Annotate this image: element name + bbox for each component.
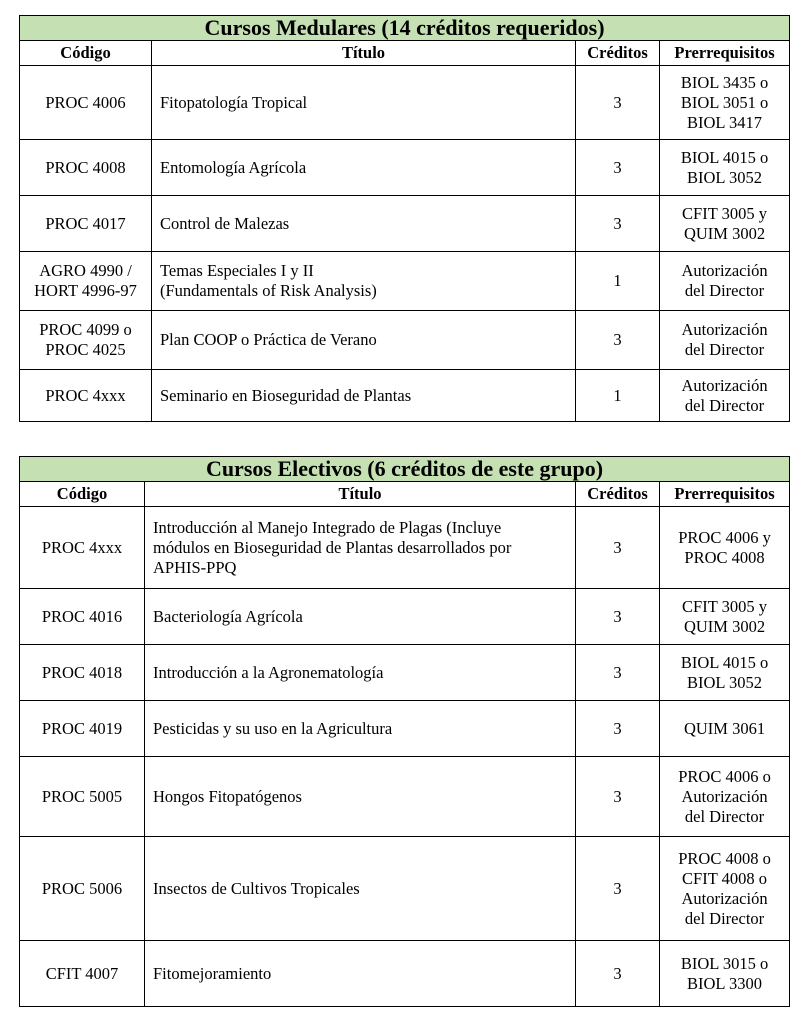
course-title-line: Insectos de Cultivos Tropicales [153,878,360,898]
course-credits: 3 [576,196,660,252]
table-row [20,645,790,701]
course-code [20,507,145,589]
course-code-line: CFIT 4007 [45,963,119,983]
course-code-line: PROC 4006 [45,92,126,112]
course-code-line: PROC 4xxx [45,385,126,405]
course-credits: 3 [576,837,660,941]
course-prereq [660,370,790,422]
course-prereq [660,837,790,941]
course-title [145,757,576,837]
course-code [20,370,152,422]
course-title-line: Bacteriología Agrícola [153,606,303,626]
table-row [20,589,790,645]
table-row [20,837,790,941]
course-title [145,941,576,1007]
course-prereq-line: BIOL 3300 [687,973,763,993]
table-row [20,757,790,837]
course-prereq-line: BIOL 3015 o [680,953,769,973]
course-credits: 3 [576,589,660,645]
course-title-line: módulos en Bioseguridad de Plantas desarrollados por [153,537,512,557]
table-row [20,311,790,370]
core-courses-table [19,15,790,422]
course-credits: 3 [576,140,660,196]
course-title-line: (Fundamentals of Risk Analysis) [160,281,377,300]
course-title [152,252,576,311]
course-credits: 3 [576,701,660,757]
column-header-title: Título [145,482,576,507]
course-prereq-line: PROC 4006 o [678,766,771,786]
course-title-line: Hongos Fitopatógenos [153,786,302,806]
course-title-line: APHIS-PPQ [153,557,237,577]
course-prereq-line: BIOL 3052 [687,672,763,692]
course-prereq [660,701,790,757]
course-code-line: PROC 5006 [41,878,123,898]
column-header-prereq: Prerrequisitos [660,41,790,66]
course-prereq-line: Autorización [681,261,768,280]
course-code [20,196,152,252]
course-prereq [660,140,790,196]
table-row [20,370,790,422]
course-code-line: PROC 4018 [41,662,123,682]
elective-courses-table [19,456,790,1007]
course-code [20,311,152,370]
course-prereq-line: Autorización [681,375,768,395]
course-credits: 1 [576,370,660,422]
course-title [152,196,576,252]
course-title-line: Pesticidas y su uso en la Agricultura [153,718,393,738]
course-credits: 3 [576,645,660,701]
course-credits: 3 [576,507,660,589]
course-code [20,757,145,837]
course-title [152,311,576,370]
course-title [145,837,576,941]
course-prereq-line: CFIT 3005 y [682,596,767,616]
course-prereq-line: QUIM 3002 [683,616,766,636]
column-header-credits: Créditos [576,482,660,507]
course-code [20,645,145,701]
course-title-line: Fitopatología Tropical [160,92,308,112]
course-title-line: Fitomejoramiento [153,963,272,983]
course-prereq-line: del Director [684,806,765,826]
course-title [152,66,576,140]
course-title-line: Temas Especiales I y II [160,261,314,280]
course-credits: 1 [576,252,660,311]
course-prereq-line: CFIT 3005 y [682,203,767,223]
course-prereq-line: CFIT 4008 o [682,868,767,888]
course-code [20,941,145,1007]
course-title [145,589,576,645]
course-prereq [660,589,790,645]
table-row [20,507,790,589]
course-code [20,66,152,140]
core-courses-title: Cursos Medulares (14 créditos requeridos) [20,16,790,41]
table-row [20,66,790,140]
course-credits: 3 [576,66,660,140]
course-prereq-line: Autorización [681,888,768,908]
course-prereq-line: del Director [684,395,765,415]
course-code-line: PROC 4xxx [41,537,123,557]
course-credits: 3 [576,311,660,370]
course-prereq [660,645,790,701]
course-credits: 3 [576,941,660,1007]
course-prereq-line: PROC 4008 o [678,848,771,868]
table-row [20,252,790,311]
course-credits: 3 [576,757,660,837]
course-prereq-line: Autorización [681,786,768,806]
course-prereq-line: del Director [684,340,765,359]
course-prereq-line: PROC 4008 [684,547,765,567]
course-prereq [660,196,790,252]
course-code-line: HORT 4996-97 [34,281,137,300]
course-code-line: PROC 4008 [45,157,126,177]
course-title [152,140,576,196]
course-prereq-line: BIOL 3051 o [680,92,769,112]
course-prereq-line: BIOL 4015 o [680,652,769,672]
course-prereq-line: PROC 4006 y [678,527,771,547]
course-prereq [660,757,790,837]
table-row [20,941,790,1007]
course-prereq [660,507,790,589]
course-title-line: Seminario en Bioseguridad de Plantas [160,385,412,405]
course-prereq-line: BIOL 3052 [687,167,763,187]
course-code [20,252,152,311]
column-header-code: Código [20,482,145,507]
course-code [20,837,145,941]
course-prereq [660,66,790,140]
course-prereq-line: BIOL 3435 o [680,72,769,92]
course-title-line: Introducción al Manejo Integrado de Plagas (Incluye [153,517,502,537]
course-code [20,701,145,757]
course-code-line: AGRO 4990 / [39,261,132,280]
course-title-line: Introducción a la Agronematología [153,662,384,682]
column-header-code: Código [20,41,152,66]
course-prereq [660,252,790,311]
column-header-title: Título [152,41,576,66]
table-row [20,196,790,252]
course-code-line: PROC 4016 [41,606,123,626]
course-title-line: Entomología Agrícola [160,157,307,177]
course-prereq-line: Autorización [681,320,768,339]
course-title-line: Plan COOP o Práctica de Verano [160,330,377,349]
course-title [145,645,576,701]
course-prereq [660,941,790,1007]
course-code-line: PROC 4019 [41,718,123,738]
course-title-line: Control de Malezas [160,213,290,233]
elective-courses-title: Cursos Electivos (6 créditos de este grupo) [20,457,790,482]
course-code-line: PROC 5005 [41,786,123,806]
course-code [20,589,145,645]
course-code [20,140,152,196]
course-title [152,370,576,422]
course-title [145,701,576,757]
table-row [20,701,790,757]
course-code-line: PROC 4017 [45,213,126,233]
course-prereq-line: QUIM 3061 [683,718,766,738]
course-code-line: PROC 4025 [45,340,126,359]
course-title [145,507,576,589]
course-prereq-line: QUIM 3002 [683,223,766,243]
course-prereq-line: del Director [684,281,765,300]
course-prereq-line: del Director [684,908,765,928]
table-row [20,140,790,196]
column-header-prereq: Prerrequisitos [660,482,790,507]
course-prereq-line: BIOL 3417 [687,112,763,132]
course-code-line: PROC 4099 o [39,320,132,339]
course-prereq-line: BIOL 4015 o [680,147,769,167]
column-header-credits: Créditos [576,41,660,66]
course-prereq [660,311,790,370]
